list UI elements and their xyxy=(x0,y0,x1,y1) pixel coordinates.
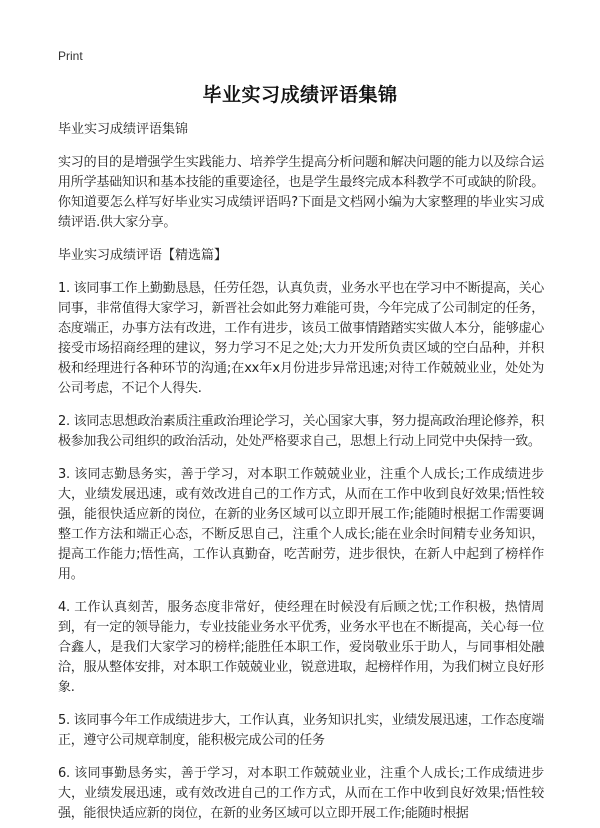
document-subtitle: 毕业实习成绩评语集锦 xyxy=(58,122,189,137)
page-title: 毕业实习成绩评语集锦 xyxy=(202,84,398,106)
comment-item-1: 1. 该同事工作上勤勤恳恳，任劳任怨，认真负责，业务水平也在学习中不断提高，关心同事，非常值得大家学习，新晋社会如此努力难能可贵，今年完成了公司制定的任务，态度端正，办事方法有改进，工作有进步，该员工做事情踏踏实实做人本分，能够虚心接受市场招商经理的建议，努力学习不足之处;大力开发所负责区域的空白品种，并积极和经理进行各种环节的沟通;在xx年x月份进步异常迅速;对待工作兢兢业业，处处为公司考虑，不记个人得失. xyxy=(58,281,544,396)
intro-paragraph: 实习的目的是增强学生实践能力、培养学生提高分析问题和解决问题的能力以及综合运用所学基础知识和基本技能的重要途径，也是学生最终完成本科教学不可或缺的阶段。你知道要怎么样写好毕业实习成绩评语吗?下面是文档网小编为大家整理的毕业实习成绩评语.供大家分享。 xyxy=(58,155,544,230)
comment-item-4: 4. 工作认真刻苦，服务态度非常好，使经理在时候没有后顾之忧;工作积极，热情周到，有一定的领导能力，专业技能业务水平优秀，业务水平也在不断提高，关心每一位合鑫人，是我们大家学习的榜样;能胜任本职工作，爱岗敬业乐于助人，与同事相处融洽，服从整体安排，对本职工作兢兢业业，锐意进取，起榜样作用，为我们树立良好形象. xyxy=(58,600,544,695)
document-body xyxy=(58,120,544,828)
print-link[interactable]: Print xyxy=(58,49,83,63)
comment-item-6: 6. 该同事勤恳务实，善于学习，对本职工作兢兢业业，注重个人成长;工作成绩进步大，业绩发展迅速，或有效改进自己的工作方式，从而在工作中收到良好效果;悟性较强，能很快适应新的岗位，在新的业务区域可以立即开展工作;能随时根据 xyxy=(58,766,544,821)
comment-item-3: 3. 该同志勤恳务实，善于学习，对本职工作兢兢业业，注重个人成长;工作成绩进步大，业绩发展迅速，或有效改进自己的工作方式，从而在工作中收到良好效果;悟性较强，能很快适应新的岗位，在新的业务区域可以立即开展工作;能随时根据工作需要调整工作方法和端正心态，不断反思自己，注重个人成长;能在业余时间精专业务知识，提高工作能力;悟性高，工作认真勤奋，吃苦耐劳，进步很快，在新人中起到了榜样作用。 xyxy=(58,467,544,582)
comment-item-2: 2. 该同志思想政治素质注重政治理论学习，关心国家大事，努力提高政治理论修养，积极参加我公司组织的政治活动，处处严格要求自己，思想上行动上同党中央保持一致。 xyxy=(58,414,544,449)
section-heading: 毕业实习成绩评语【精选篇】 xyxy=(58,248,228,263)
comment-item-5: 5. 该同事今年工作成绩进步大，工作认真，业务知识扎实，业绩发展迅速，工作态度端正，遵守公司规章制度，能积极完成公司的任务 xyxy=(58,713,544,748)
